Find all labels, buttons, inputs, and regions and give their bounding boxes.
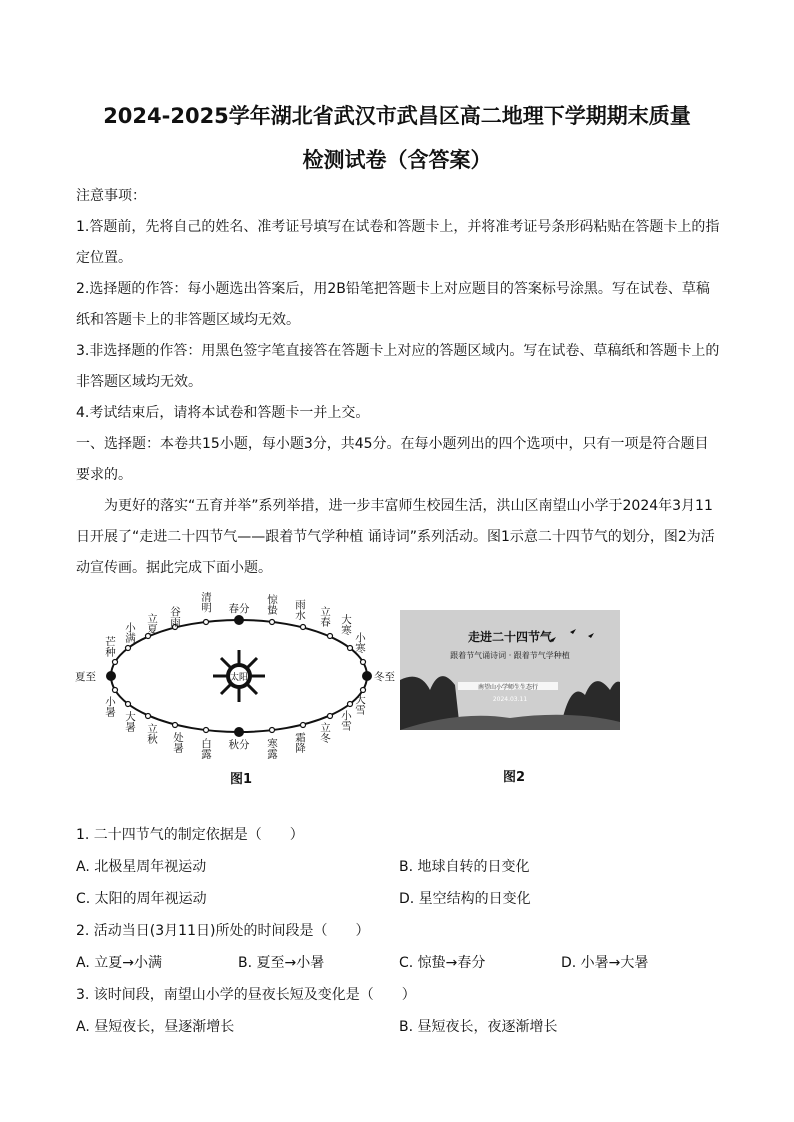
- term-lixia: 立夏: [146, 613, 158, 634]
- term-dongzhi: 冬至: [374, 671, 395, 683]
- q1-stem: 1. 二十四节气的制定依据是（ ）: [76, 827, 304, 843]
- term-dahan: 大寒: [340, 614, 352, 635]
- term-mangzhong: 芒种: [104, 636, 116, 657]
- term-liqiu: 立秋: [146, 723, 158, 744]
- q2-option-c: C. 惊蛰→春分: [399, 955, 486, 971]
- term-dashu: 大暑: [124, 711, 136, 732]
- q3-stem: 3. 该时间段，南望山小学的昼夜长短及变化是（ ）: [76, 987, 416, 1003]
- dot-dongzhi: [362, 671, 372, 681]
- poster-org: 南望山小学师生生态行: [477, 684, 538, 691]
- poster-subtitle: 跟着节气诵诗词 · 跟着节气学种植: [450, 651, 570, 660]
- q2-option-d: D. 小暑→大暑: [561, 955, 649, 971]
- q2-stem: 2. 活动当日(3月11日)所处的时间段是（ ）: [76, 923, 370, 939]
- title-line-1: 2024-2025学年湖北省武汉市武昌区高二地理下学期期末质量: [103, 104, 691, 128]
- term-daxue: 大雪: [354, 694, 366, 715]
- term-xiazhi: 夏至: [75, 671, 96, 683]
- note-3: 3.非选择题的作答：用黑色签字笔直接答在答题卡上对应的答题区域内。写在试卷、草稿纸和答题卡上的非答题区域均无效。: [76, 343, 720, 390]
- passage-text: 为更好的落实“五育并举”系列举措，进一步丰富师生校园生活，洪山区南望山小学于2024年3月11日开展了“走进二十四节气——跟着节气学种植 诵诗词”系列活动。图1示意二十四节气的划分，图2为活动宣传画。据此完成下面小题。: [76, 498, 715, 576]
- figure-1-caption: 图1: [230, 772, 253, 787]
- q1-option-a: A. 北极星周年视运动: [76, 859, 207, 875]
- title-line-2: 检测试卷（含答案）: [302, 148, 492, 172]
- term-qiufen: 秋分: [228, 739, 250, 751]
- term-chunfen: 春分: [228, 603, 250, 615]
- term-shuangjiang: 霜降: [294, 732, 306, 753]
- dot-qiufen: [234, 727, 244, 737]
- term-xiaoman: 小满: [124, 622, 136, 643]
- sun-label: 太阳: [229, 673, 249, 683]
- passage: [76, 491, 722, 584]
- q3-option-a: A. 昼短夜长，昼逐渐增长: [76, 1019, 235, 1035]
- q1-option-d: D. 星空结构的日变化: [399, 891, 531, 907]
- figure-2-poster: [400, 610, 620, 730]
- poster-date: 2024.03.11: [492, 696, 528, 703]
- term-xiaoxue: 小雪: [340, 710, 352, 731]
- notes-heading: 注意事项：: [76, 188, 146, 204]
- q3-option-b: B. 昼短夜长，夜逐渐增长: [399, 1019, 558, 1035]
- term-xiaohan: 小寒: [354, 632, 366, 653]
- sun-icon: [213, 650, 265, 702]
- q2-option-a: A. 立夏→小满: [76, 955, 162, 971]
- term-jingzhe: 惊蛰: [266, 594, 278, 615]
- dot-chunfen: [234, 615, 244, 625]
- term-lidong: 立冬: [319, 722, 331, 743]
- term-guyu: 谷雨: [169, 606, 181, 627]
- note-2: 2.选择题的作答：每小题选出答案后，用2B铅笔把答题卡上对应题目的答案标号涂黑。写在试卷、草稿纸和答题卡上的非答题区域均无效。: [76, 281, 710, 328]
- note-1: 1.答题前，先将自己的姓名、准考证号填写在试卷和答题卡上，并将准考证号条形码粘贴在答题卡上的指定位置。: [76, 219, 720, 266]
- q1-option-c: C. 太阳的周年视运动: [76, 891, 207, 907]
- figure-1-solar-terms-diagram: [72, 590, 402, 790]
- section-1-heading: 一、选择题：本卷共15小题，每小题3分，共45分。在每小题列出的四个选项中，只有一项是符合题目要求的。: [76, 436, 709, 483]
- term-yushui: 雨水: [294, 599, 306, 620]
- q1-option-b: B. 地球自转的日变化: [399, 859, 530, 875]
- term-chushu: 处暑: [172, 732, 184, 753]
- term-lichun: 立春: [319, 606, 331, 627]
- note-4: 4.考试结束后，请将本试卷和答题卡一并上交。: [76, 405, 370, 421]
- q2-option-b: B. 夏至→小暑: [238, 955, 325, 971]
- figure-2-caption: 图2: [503, 770, 526, 785]
- term-qingming: 清明: [200, 591, 212, 613]
- dot-xiazhi: [106, 671, 116, 681]
- term-bailu: 白露: [200, 738, 212, 759]
- poster-title: 走进二十四节气: [467, 630, 552, 644]
- term-hanlu: 寒露: [266, 738, 278, 759]
- term-xiaoshu: 小暑: [104, 696, 116, 717]
